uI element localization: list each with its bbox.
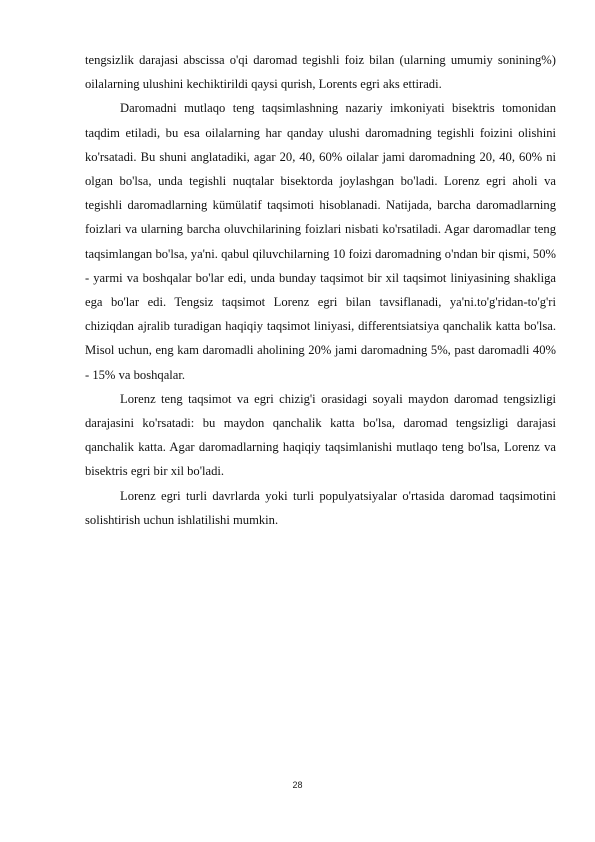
- paragraph-equal-distribution: Daromadni mutlaqo teng taqsimlashning nazariy imkoniyati bisektris tomonidan taqdim etiladi, bu esa oilalarning har qanday ulushi daromadning tegishli foizini olishini ko'rsatadi. Bu shuni anglatadiki, agar 20, 40, 60% oilalar jami daromadning 20, 40, 60% ni olgan bo'lsa, unda tegishli nuqtalar bisektorda joylashgan bo'ladi. Lorenz egri aholi va tegishli daromadlarning kümülatif taqsimoti hisoblanadi. Natijada, barcha daromadlarning foizlari va ularning barcha oluvchilarining foizlari nisbati ko'rsatiladi. Agar daromadlar teng taqsimlangan bo'lsa, ya'ni. qabul qiluvchilarning 10 foizi daromadning o'ndan bir qismi, 50% - yarmi va boshqalar bo'lar edi, unda bunday taqsimot bir xil taqsimot liniyasining shakliga ega bo'lar edi. Tengsiz taqsimot Lorenz egri bilan tavsiflanadi, ya'ni.to'g'ridan-to'g'ri chiziqdan ajralib turadigan haqiqiy taqsimot liniyasi, differentsiatsiya qanchalik katta bo'lsa. Misol uchun, eng kam daromadli aholining 20% jami daromadning 5%, past daromadli 40% - 15% va boshqalar.: [85, 101, 556, 382]
- page-number: 28: [292, 780, 303, 790]
- paragraph-continuation: tengsizlik darajasi abscissa o'qi daromad tegishli foiz bilan (ularning umumiy sonining%) oilalarning ulushini kechiktirildi qaysi qurish, Lorents egri aks ettiradi.: [85, 53, 556, 92]
- page-body: [85, 48, 556, 532]
- paragraph-comparison: Lorenz egri turli davrlarda yoki turli populyatsiyalar o'rtasida daromad taqsimotini solishtirish uchun ishlatilishi mumkin.: [85, 488, 556, 527]
- paragraph-shaded-area: Lorenz teng taqsimot va egri chizig'i orasidagi soyali maydon daromad tengsizligi darajasini ko'rsatadi: bu maydon qanchalik katta bo'lsa, daromad tengsizligi darajasi qanchalik katta. Agar daromadlarning haqiqiy taqsimlanishi mutlaqo teng bo'lsa, Lorenz va bisektris egri bir xil bo'ladi.: [85, 391, 556, 479]
